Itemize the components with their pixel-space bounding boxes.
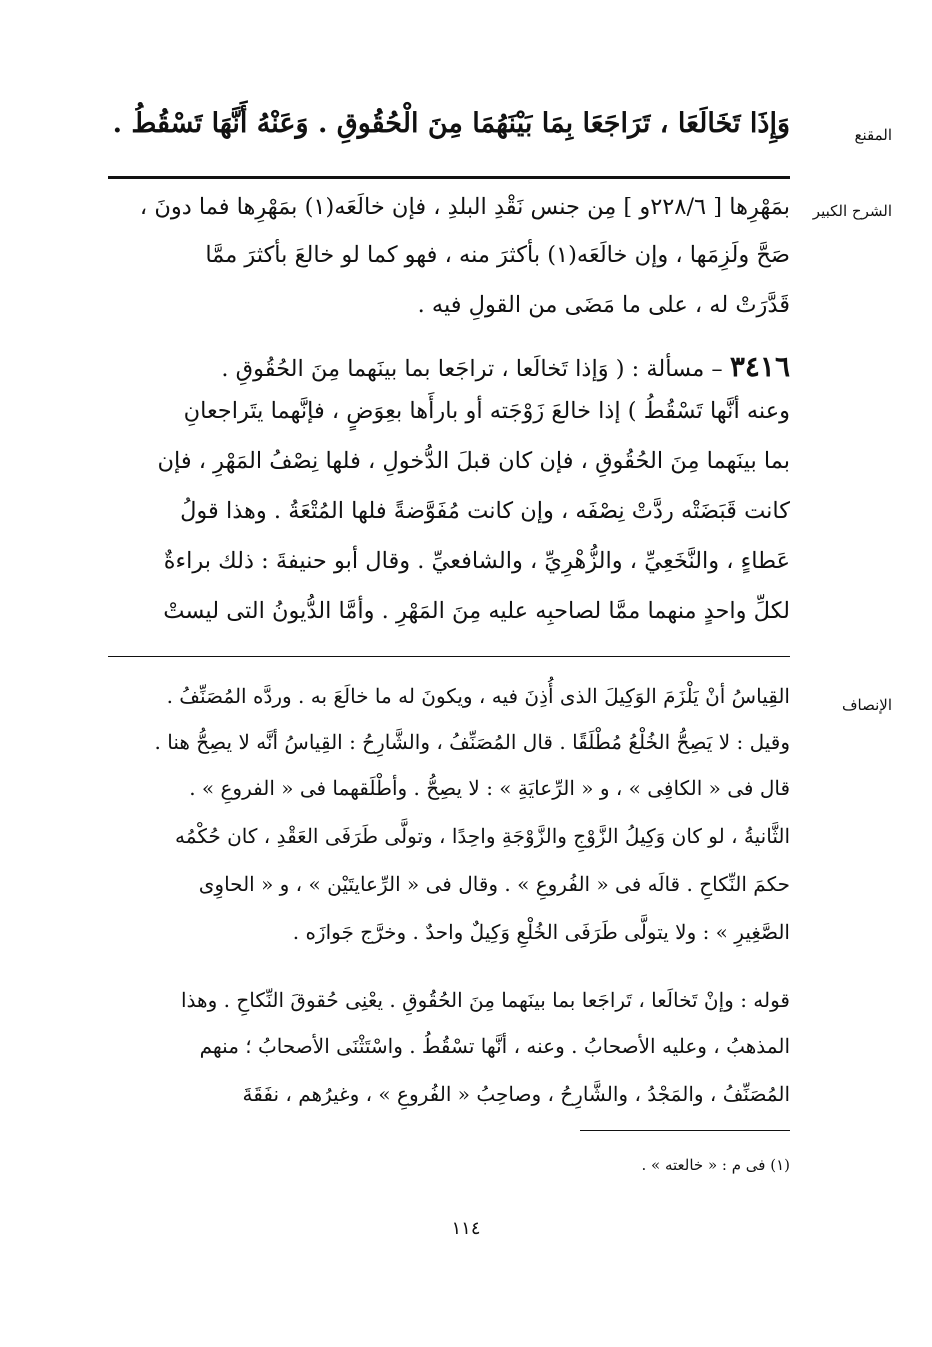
masala-number: ٣٤١٦ [729,350,790,383]
insaf-line: وقيل : لا يَصِحُّ الخُلْعُ مُطْلَقًا . قال المُصَنِّفُ ، والشَّارِحُ : القِياسُ أنَّه لا يصِحُّ هنا . [154,730,790,754]
insaf-line: قال فى « الكافِى » ، و « الرِّعايَةِ » : لا يصِحُّ . وأطْلَقهما فى « الفروعِ » . [189,776,790,800]
sharh-rule [108,656,790,657]
masala-line: بما بينَهما مِنَ الحُقُوقِ ، فإن كان قبلَ الدُّخولِ ، فلها نِصْفُ المَهْرِ ، فإن [157,448,790,474]
masala-line: وعنه أنَّها تَسْقُطُ ) إذا خالعَ زَوْجَته أو بارأَها بعِوَضٍ ، فإنَّهما يتَراجعانِ [183,398,790,424]
insaf-label: الإنصاف [841,696,892,714]
sharh-line: قَدَّرَتْ له ، على ما مَضَى من القولِ فيه . [417,292,790,318]
muqni-rule [108,176,790,179]
insaf-line: القِياسُ أنْ يَلْزَمَ الوَكِيلَ الذى أُذِنَ فيه ، ويكونَ له ما خالَعَ به . وردَّه المُصَنِّفُ . [166,684,790,708]
muqni-label: المقنع [854,126,892,144]
insaf-line: حكمَ النِّكاحِ . قالَه فى « الفُروعِ » . وقال فى « الرِّعايتَيْن » ، و « الحاوِى [198,872,790,896]
footnote-rule [580,1130,790,1131]
masala-first-line [108,350,790,383]
sharh-line: بمَهْرِها [ ٢٢٨/٦و ] مِن جنس نَقْدِ البلدِ ، فإن خالَعَه(١) بمَهْرِها فما دونَ ، [139,194,790,220]
sharh-label: الشرح الكبير [812,202,892,220]
masala-line: عَطاءٍ ، والنَّخَعِيِّ ، والزُّهْرِيِّ ، والشافعيِّ . وقال أبو حنيفةَ : ذلك براءةٌ [163,548,790,574]
insaf-line: الثَّانيةُ ، لو كان وَكِيلُ الزَّوْجِ والزَّوْجَةِ واحِدًا ، وتولَّى طَرَفَى العَقْدِ ، كان حُكْمُه [175,824,790,848]
insaf-line: الصَّغِيرِ » : ولا يتولَّى طَرَفَى الخُلْعِ وَكِيلٌ واحدٌ . وخرَّج جَوازَه . [292,920,790,944]
masala-line: كانت قَبَضَتْه ردَّتْ نِصْفَه ، وإن كانت مُفَوَّضةً فلها المُتْعَةُ . وهذا قولُ [180,498,790,524]
masala-line: لكلِّ واحدٍ منهما ممَّا لصاحبِه عليه مِنَ المَهْرِ . وأمَّا الدُّيونُ التى ليستْ [163,598,790,624]
muqni-line: وَإِذَا تَخَالَعَا ، تَرَاجَعَا بِمَا بَيْنَهُمَا مِنَ الْحُقُوقِ . وَعَنْهُ أَنَّهَا تَسْقُطُ . [112,108,790,139]
footnote: (١) فى م : « خالعته » . [641,1156,790,1174]
insaf-line: المذهبُ ، وعليه الأصحابُ . وعنه ، أنَّها تسْقُطُ . واسْتَثْنَى الأصحابُ ؛ منهم [199,1034,790,1058]
masala-line: – مسألة : ( وَإذا تَخالَعا ، تراجَعا بما بينَهما مِنَ الحُقُوقِ . [221,356,723,382]
sharh-line: صَحَّ ولَزِمَها ، وإن خالَعَه(١) بأكثرَ منه ، فهو كما لو خالعَ بأكثرَ ممَّا [205,242,790,268]
insaf-line: قوله : وإنْ تَخالَعا ، تَراجَعا بما بينَهما مِنَ الحُقُوقِ . يعْنِى حُقوقَ النِّكاحِ . وهذا [181,988,790,1012]
page-number: ١١٤ [451,1218,481,1239]
insaf-line: المُصَنِّفُ ، والمَجْدُ ، والشَّارِحُ ، وصاحِبُ « الفُروعِ » ، وغيرُهم ، نفَقَةَ [242,1082,790,1106]
